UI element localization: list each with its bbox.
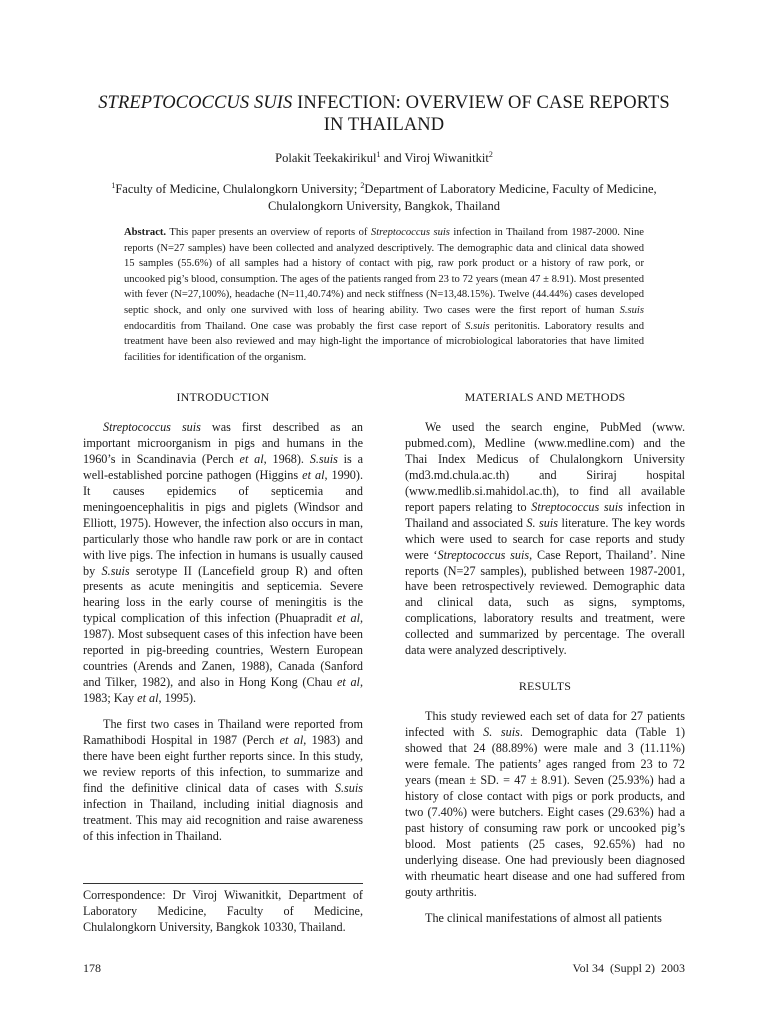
title-italic-organism: STREPTOCOCCUS SUIS xyxy=(98,93,293,113)
results-heading: RESULTS xyxy=(518,679,572,694)
body-text: , 1987). Most subsequent cases of this infection have been reported in pig-breeding countries, Western European countries (Arends and Zanen, 1988), Canada (Sanford and Tilker, 1982), and also in Hong Kong (Chau xyxy=(83,611,363,690)
italic-text: et al xyxy=(302,467,325,482)
paper-title xyxy=(80,92,688,136)
journal-volume: Vol 34 (Suppl 2) 2003 xyxy=(572,961,685,975)
body-text: The first two cases in Thailand were reported from Ramathibodi Hospital in 1987 (Perch xyxy=(83,717,363,748)
page-number: 178 xyxy=(83,961,101,975)
body-text: This study reviewed each set of data for 27 patients infected with xyxy=(405,709,685,740)
abstract-organism: Streptococcus suis xyxy=(370,227,450,238)
italic-text: et al xyxy=(137,691,159,706)
results-paragraph-2: The clinical manifestations of almost all patients xyxy=(425,910,662,925)
affiliations xyxy=(80,181,688,215)
results-paragraph-1 xyxy=(405,709,685,900)
italic-text: Streptococcus suis xyxy=(103,419,201,434)
author-2-affil-mark: 2 xyxy=(488,150,493,159)
body-text: literature. The key words which were used to search for case reports and study were ‘ xyxy=(405,515,685,562)
italic-text: et al xyxy=(336,611,360,626)
body-text: , 1990). It causes epidemics of septicemia and meningoencephalitis in pigs and piglets (Windsor and Elliott, 1975). However, the infection also occurs in man, particularly those who handle raw pork or are in contact with live pigs. The infection in humans is usually caused by xyxy=(83,467,363,578)
body-text: , 1983) and there have been eight further reports since. In this study, we review reports of this infection, to summarize and find the definitive clinical data of cases with xyxy=(83,733,364,795)
abstract-text: This paper presents an overview of reports of xyxy=(166,227,371,238)
methods-paragraph xyxy=(405,420,685,659)
abstract-label: Abstract. xyxy=(124,227,167,238)
body-text: We used the search engine, PubMed (www. pubmed.com), Medline (www.medline.com) and the Thai Index Medicus of Chulalongkorn University (md3.md.chula.ac.th) and Siriraj hospital (www.medlib.si.mahidol.ac.th), to find all available report papers relating to xyxy=(405,419,685,514)
correspondence-footnote: Correspondence: Dr Viroj Wiwanitkit, Department of Laboratory Medicine, Faculty of Medicine, Chulalongkorn University, Bangkok 10330, Thailand. xyxy=(83,883,363,936)
body-text: , 1983; Kay xyxy=(83,675,363,706)
abstract-organism: S.suis xyxy=(619,304,644,316)
affil-line2: Chulalongkorn University, Bangkok, Thailand xyxy=(268,199,500,213)
body-text: was first described as an important microorganism in pigs and humans in the 1960’s in Scandinavia (Perch xyxy=(83,419,363,466)
abstract-text: endocarditis from Thailand. One case was probably the first case report of xyxy=(124,320,466,332)
methods-heading: MATERIALS AND METHODS xyxy=(464,390,626,404)
abstract xyxy=(124,225,644,365)
body-text: infection in Thailand and associated xyxy=(405,499,685,530)
body-text: . Demographic data (Table 1) showed that 24 (88.89%) were male and 3 (11.11%) were female. The patients’ ages ranged from 23 to 72 years (mean ± SD. = 47 ± 8.91). Seven (25.93%) had a history of close contact with pigs or pork products, and two (7.40%) were butchers. Eight cases (29.63%) had a past history of consuming raw pork or uncooked pig’s blood. Most patients (25 cases, 92.65%) had no underlying disease. One had previously been diagnosed with rheumatic heart disease and one had suffered from gouty arthritis. xyxy=(405,725,686,899)
author-conjunction: and xyxy=(380,151,405,165)
body-text: is a well-established porcine pathogen (Higgins xyxy=(83,451,363,482)
italic-text: S.suis xyxy=(334,780,363,795)
italic-text: et al xyxy=(279,733,304,748)
title-line1-rest: INFECTION: OVERVIEW OF CASE REPORTS xyxy=(292,93,670,113)
introduction-heading: INTRODUCTION xyxy=(176,390,270,404)
affil-2-mark: 2 xyxy=(360,181,365,190)
body-text: , Case Report, Thailand’. Nine reports (N=27 samples), published between 1987-2001, have been retrospectively reviewed. Demographic data and clinical data, such as signs, symptoms, complications, laboratory results and treatment, were collected and summarized by percentage. The overall data were analyzed descriptively. xyxy=(405,547,685,658)
abstract-organism: S.suis xyxy=(465,320,490,332)
body-text: serotype II (Lancefield group R) and often presents as acute meningitis and septicemia. Severe hearing loss in the early course of meningitis is the typical complication of this infection (Phuapradit xyxy=(83,563,363,626)
author-1-affil-mark: 1 xyxy=(376,150,381,159)
abstract-text: peritonitis. Laboratory results and treatment have been also reviewed and may high-light the importance of microbiological laboratories that have limited facilities for identification of the organism. xyxy=(124,320,645,363)
body-text: infection in Thailand, including initial diagnosis and treatment. This may aid recognition and raise awareness of this infection in Thailand. xyxy=(83,796,363,843)
italic-text: S.suis xyxy=(101,563,130,578)
italic-text: S. suis xyxy=(526,515,558,530)
introduction-paragraph-1 xyxy=(83,420,363,707)
italic-text: S.suis xyxy=(309,451,338,466)
italic-text: Streptococcus suis xyxy=(531,499,623,514)
italic-text: Streptococcus suis xyxy=(437,547,530,562)
title-line2: IN THAILAND xyxy=(323,115,445,135)
italic-text: S. suis xyxy=(483,725,520,740)
author-1: Polakit Teekakirikul xyxy=(275,151,377,165)
abstract-text: infection in Thailand from 1987-2000. Nine reports (N=27 samples) have been collected and analyzed descriptively. The demographic data and clinical data showed 15 samples (55.6%) of all samples had a history of contact with pig, raw pork product or a history of raw pork, or uncooked pig’s blood, consumption. The ages of the patients ranged from 23 to 72 years (mean 47 ± 8.91). Most presented with fever (N=27,100%), headache (N=11,40.74%) and neck stiffness (N=13,48.15%). Twelve (44.44%) cases developed septic shock, and only one survived with loss of hearing ability. Two cases were the first report of human xyxy=(124,227,645,316)
left-column xyxy=(83,390,363,855)
body-text: , 1995). xyxy=(158,691,197,706)
affil-2-text: Department of Laboratory Medicine, Faculty of Medicine, xyxy=(364,182,657,196)
author-line xyxy=(80,150,688,166)
italic-text: et al xyxy=(336,675,360,690)
affil-1-text: Faculty of Medicine, Chulalongkorn University; xyxy=(115,182,361,196)
author-2: Viroj Wiwanitkit xyxy=(404,151,489,165)
right-column xyxy=(405,390,685,937)
affil-1-mark: 1 xyxy=(111,181,116,190)
introduction-paragraph-2 xyxy=(83,717,363,845)
body-text: , 1968). xyxy=(263,451,310,466)
italic-text: et al xyxy=(239,451,264,466)
